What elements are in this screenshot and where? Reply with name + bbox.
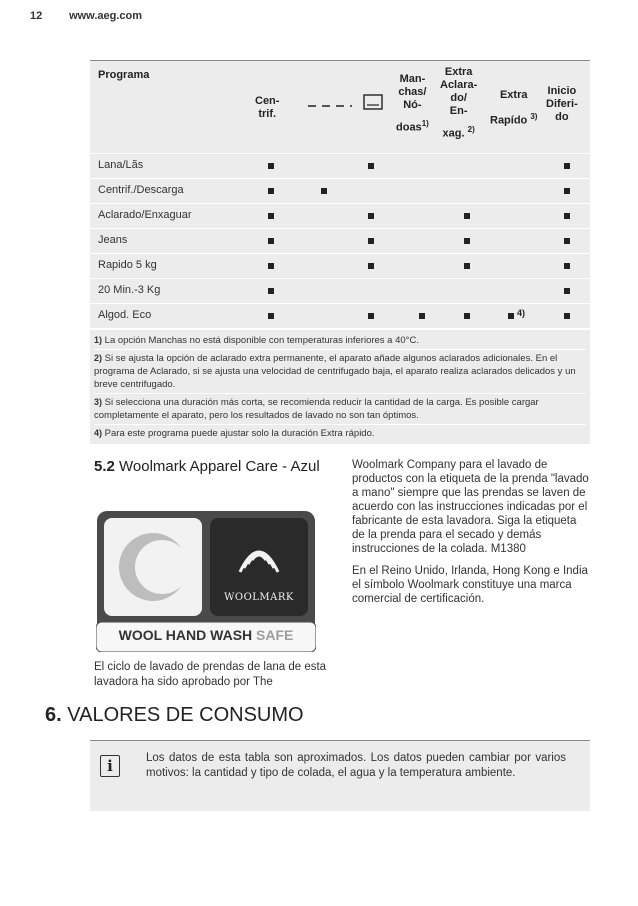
table-body (90, 154, 590, 329)
table-header (90, 61, 590, 154)
availability-mark (268, 263, 274, 269)
col-header-centrif: Cen- trif. (255, 95, 280, 120)
availability-mark (564, 313, 570, 319)
table-row (90, 229, 590, 254)
info-text: Los datos de esta tabla son aproximados. Los datos pueden cambiar por varios motivos: la cantidad y tipo de colada, el agua y la temperatura ambiente. (146, 752, 566, 779)
program-name: Centrif./Descarga (98, 184, 184, 196)
col-header-extra-aclarado: Extra Aclara- do/ En- xag. $^{2)}$ (440, 66, 478, 140)
woolmark-text-right (352, 458, 590, 614)
availability-mark (268, 238, 274, 244)
availability-mark (464, 238, 470, 244)
availability-mark (564, 263, 570, 269)
footnote: 4) Para este programa puede ajustar solo la duración Extra rápido. (94, 428, 375, 439)
rinse-hold-icon (363, 94, 383, 114)
availability-mark (564, 163, 570, 169)
col-header-programa: Programa (98, 69, 150, 81)
availability-mark (268, 313, 274, 319)
header-url: www.aeg.com (69, 10, 143, 22)
col-header-inicio-diferido: Inicio Diferi- do (546, 85, 578, 123)
program-options-table (90, 60, 590, 444)
availability-mark (464, 313, 470, 319)
footnote: 1) La opción Manchas no está disponible con temperaturas inferiores a 40°C. (94, 332, 586, 350)
no-spin-dashes-icon (308, 101, 352, 114)
table-row (90, 204, 590, 229)
info-box (90, 740, 590, 811)
section-6-heading: 6. VALORES DE CONSUMO (45, 704, 304, 726)
availability-mark (464, 213, 470, 219)
program-name: 20 Min.-3 Kg (98, 284, 161, 296)
availability-mark (464, 263, 470, 269)
availability-mark (321, 188, 327, 194)
availability-mark (564, 288, 570, 294)
footnote: 2) Si se ajusta la opción de aclarado extra permanente, el aparato añade algunos aclarados adicionales. En el programa de Aclarado, si se ajusta una velocidad de centrifugado baja, el aparato realiza aclarados delicados y un breve centrifugado. (94, 350, 586, 394)
table-row (90, 279, 590, 304)
program-name: Rapido 5 kg (98, 259, 157, 271)
col-header-extra-rapido: Extra Rapído $^{3)}$ (490, 89, 538, 127)
program-name: Algod. Eco (98, 309, 152, 321)
program-name: Jeans (98, 234, 128, 246)
table-footnotes (90, 329, 590, 444)
availability-mark (564, 188, 570, 194)
section-5-2-heading: 5.2 Woolmark Apparel Care - Azul (94, 458, 320, 475)
page-number: 12 (30, 10, 43, 22)
woolmark-text-left: El ciclo de lavado de prendas de lana de esta lavadora ha sido aprobado por The (94, 661, 327, 688)
table-row (90, 254, 590, 279)
program-name: Aclarado/Enxaguar (98, 209, 192, 221)
footnote: 3) Si selecciona una duración más corta, se recomienda reducir la cantidad de la carga. Es posible cargar completamente el aparato, pero los resultados de lavado no son tan óptimos. (94, 394, 586, 425)
table-row (90, 154, 590, 179)
woolmark-paragraph: En el Reino Unido, Irlanda, Hong Kong e India el símbolo Woolmark constituye una marca comercial de certificación. (352, 565, 588, 605)
availability-mark (419, 313, 425, 319)
availability-mark (368, 313, 374, 319)
info-icon: i (100, 755, 120, 777)
page-header (30, 10, 142, 22)
woolmark-wordmark: WOOLMARK (224, 592, 294, 603)
row-footnote-ref: 4) (517, 308, 526, 318)
table-row (90, 179, 590, 204)
availability-mark (268, 188, 274, 194)
woolmark-paragraph: Woolmark Company para el lavado de productos con la etiqueta de la prenda "lavado a mano" siempre que las prendas se laven de acuerdo con las instrucciones indicadas por el fabricante de esta lavadora. Siga la etiqueta de la prenda para el secado y demás instrucciones de la colada. M1380 (352, 459, 589, 555)
program-name: Lana/Lãs (98, 159, 144, 171)
woolmark-logo (96, 510, 316, 652)
table-row (90, 304, 590, 329)
availability-mark (564, 238, 570, 244)
availability-mark (268, 163, 274, 169)
availability-mark (368, 263, 374, 269)
availability-mark (368, 238, 374, 244)
availability-mark (508, 313, 514, 319)
availability-mark (368, 163, 374, 169)
availability-mark (268, 288, 274, 294)
availability-mark (368, 213, 374, 219)
col-header-manchas: Man- chas/ Nó- doas$^{1)}$ (396, 73, 429, 134)
availability-mark (268, 213, 274, 219)
availability-mark (564, 213, 570, 219)
woolmark-banner: WOOL HAND WASH SAFE (118, 627, 294, 643)
